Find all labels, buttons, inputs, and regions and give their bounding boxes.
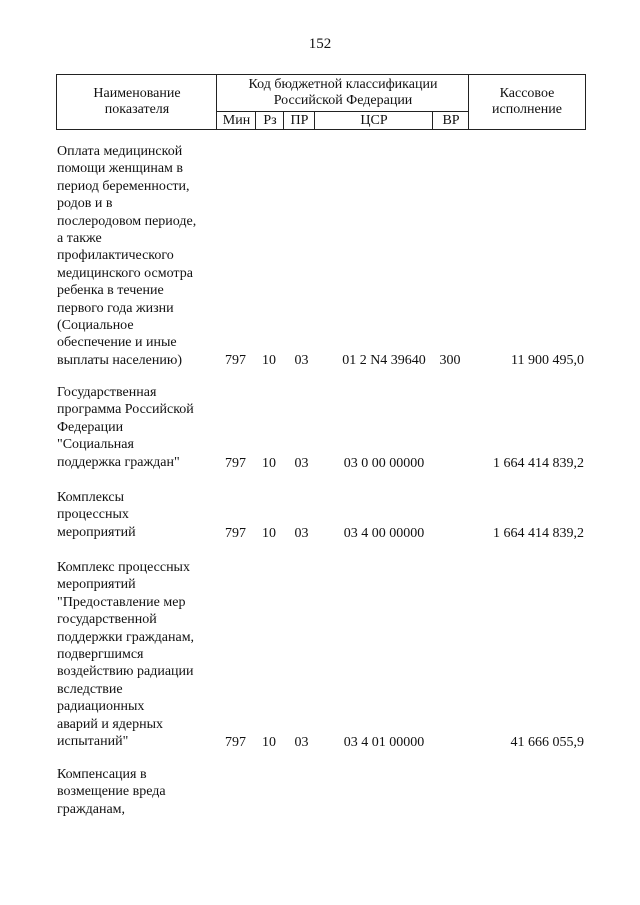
row-csr: 03 4 00 00000	[343, 525, 425, 541]
row-csr: 03 0 00 00000	[343, 455, 425, 471]
header-min: Мин	[222, 112, 251, 128]
header-amount-column: Кассовое исполнение	[492, 86, 562, 117]
row-min: 797	[225, 455, 246, 471]
row-name: Компенсация в возмещение вреда гражданам,	[57, 767, 166, 817]
row-min: 797	[225, 352, 246, 368]
row-amount: 11 900 495,0	[511, 352, 584, 368]
table-row	[0, 384, 640, 472]
table-header	[56, 74, 586, 130]
header-code-group: Код бюджетной классификации Российской Федерации	[248, 77, 438, 108]
row-rz: 10	[262, 734, 276, 750]
row-csr: 03 4 01 00000	[343, 734, 425, 750]
row-amount: 1 664 414 839,2	[493, 455, 584, 471]
row-rz: 10	[262, 455, 276, 471]
table-row	[0, 143, 640, 369]
row-min: 797	[225, 734, 246, 750]
header-rz: Рз	[263, 112, 277, 128]
divider	[314, 111, 315, 129]
row-amount: 41 666 055,9	[510, 734, 584, 750]
header-csr: ЦСР	[360, 112, 388, 128]
page-number: 152	[308, 36, 332, 52]
row-rz: 10	[262, 352, 276, 368]
row-amount: 1 664 414 839,2	[493, 525, 584, 541]
divider	[468, 75, 469, 129]
header-vr: ВР	[442, 112, 460, 128]
table-row	[0, 766, 640, 819]
header-pr: ПР	[290, 112, 309, 128]
divider	[283, 111, 284, 129]
row-name: Оплата медицинской помощи женщинам в период беременности, родов и в послеродовом периоде, а также профилактического медицинского осмотра ребенка в течение первого года жизни (Социальное обеспечение и иные выплаты населению)	[57, 144, 197, 368]
row-name: Комплексы процессных мероприятий	[57, 490, 136, 540]
table-row	[0, 489, 640, 542]
table-row	[0, 559, 640, 751]
divider	[432, 111, 433, 129]
header-name-column: Наименование показателя	[93, 86, 181, 117]
row-rz: 10	[262, 525, 276, 541]
row-pr: 03	[294, 352, 309, 368]
divider	[255, 111, 256, 129]
row-vr: 300	[439, 352, 461, 368]
row-pr: 03	[294, 734, 309, 750]
row-pr: 03	[294, 455, 309, 471]
divider	[216, 75, 217, 129]
row-csr: 01 2 N4 39640	[342, 352, 426, 368]
row-min: 797	[225, 525, 246, 541]
row-pr: 03	[294, 525, 309, 541]
row-name: Государственная программа Российской Федерации "Социальная поддержка граждан"	[57, 385, 194, 470]
row-name: Комплекс процессных мероприятий "Предоставление мер государственной поддержки гражданам, подвергшимся воздействию радиации вследствие радиационных аварий и ядерных испытаний"	[57, 560, 195, 750]
